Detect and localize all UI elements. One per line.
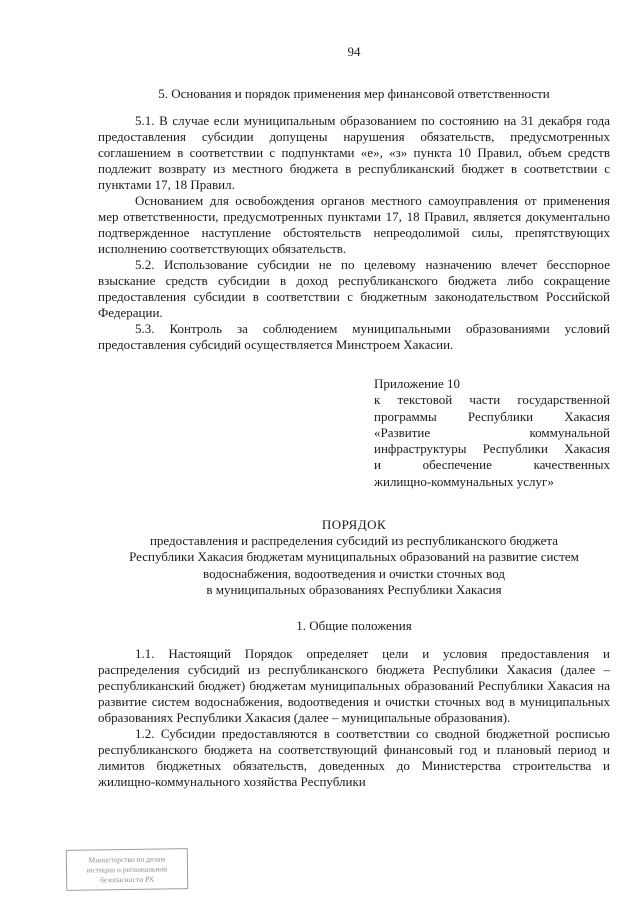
order-subtitle-line: предоставления и распределения субсидий из республиканского бюджета: [149, 533, 559, 549]
paragraph-5-2: 5.2. Использование субсидии не по целевому назначению влечет бесспорное взыскание средств субсидии в доход республиканского бюджета либо сокращение предоставления субсидии в соответствии с бюджетным законодательством Российской Федерации.: [98, 257, 610, 320]
ministry-stamp: [66, 848, 189, 891]
annex-line: инфраструктуры Республики Хакасия: [374, 441, 610, 457]
paragraph-1-1: 1.1. Настоящий Порядок определяет цели и условия предоставления и распределения субсидий из республиканского бюджета Республики Хакасия (далее – республиканский бюджет) бюджетам муниципальных образований Республики Хакасия на развитие систем водоснабжения, водоотведения и очистки сточных вод в муниципальных образованиях Республики Хакасия (далее – муниципальные образования).: [98, 646, 610, 726]
stamp-line: безопасности РХ: [100, 874, 155, 885]
order-subtitle-line: водоснабжения, водоотведения и очистки сточных вод: [203, 565, 505, 581]
paragraph-1-2: 1.2. Субсидии предоставляются в соответствии со сводной бюджетной росписью республиканского бюджета на соответствующий финансовый год и плановый период и лимитов бюджетных обязательств, доведенных до Министерства строительства и жилищно-коммунального хозяйства Республики: [98, 726, 610, 790]
stamp-line: юстиции и региональной: [86, 864, 168, 875]
page-number: 94: [347, 44, 361, 59]
section-5-heading: 5. Основания и порядок применения мер финансовой ответственности: [158, 86, 550, 101]
annex-line: к текстовой части государственной: [374, 392, 610, 408]
document-content: [98, 44, 610, 790]
paragraph-5-1: 5.1. В случае если муниципальным образованием по состоянию на 31 декабря года предоставления субсидии допущены нарушения обязательств, предусмотренных соглашением в соответствии с подпунктами «е», «з» пункта 10 Правил, объем средств подлежит возврату из местного бюджета в республиканский бюджет в соответствии с пунктами 17, 18 Правил.: [98, 113, 610, 192]
stamp-line: Министерство по делам: [88, 854, 166, 865]
order-title: ПОРЯДОК: [321, 517, 387, 533]
annex-line: программы Республики Хакасия: [374, 408, 610, 424]
order-subtitle-line: Республики Хакасия бюджетам муниципальных образований на развитие систем: [129, 549, 579, 565]
annex-line: жилищно-коммунальных услуг»: [374, 473, 554, 489]
order-subtitle-line: в муниципальных образованиях Республики Хакасия: [206, 581, 502, 597]
annex-reference-block: [374, 376, 610, 490]
annex-line: и обеспечение качественных: [374, 457, 610, 473]
paragraph-5-1-exemption: Основанием для освобождения органов местного самоуправления от применения мер ответственности, предусмотренных пунктами 17, 18 Правил, является документально подтвержденное наступление обстоятельств непреодолимой силы, препятствующих исполнению соответствующих обязательств.: [98, 193, 610, 256]
paragraph-5-3: 5.3. Контроль за соблюдением муниципальными образованиями условий предоставления субсидий осуществляется Минстроем Хакасии.: [98, 321, 610, 352]
annex-line: Приложение 10: [374, 376, 461, 391]
section-1-heading: 1. Общие положения: [296, 618, 412, 634]
annex-line: «Развитие коммунальной: [374, 424, 610, 440]
order-subtitle: [98, 533, 610, 598]
